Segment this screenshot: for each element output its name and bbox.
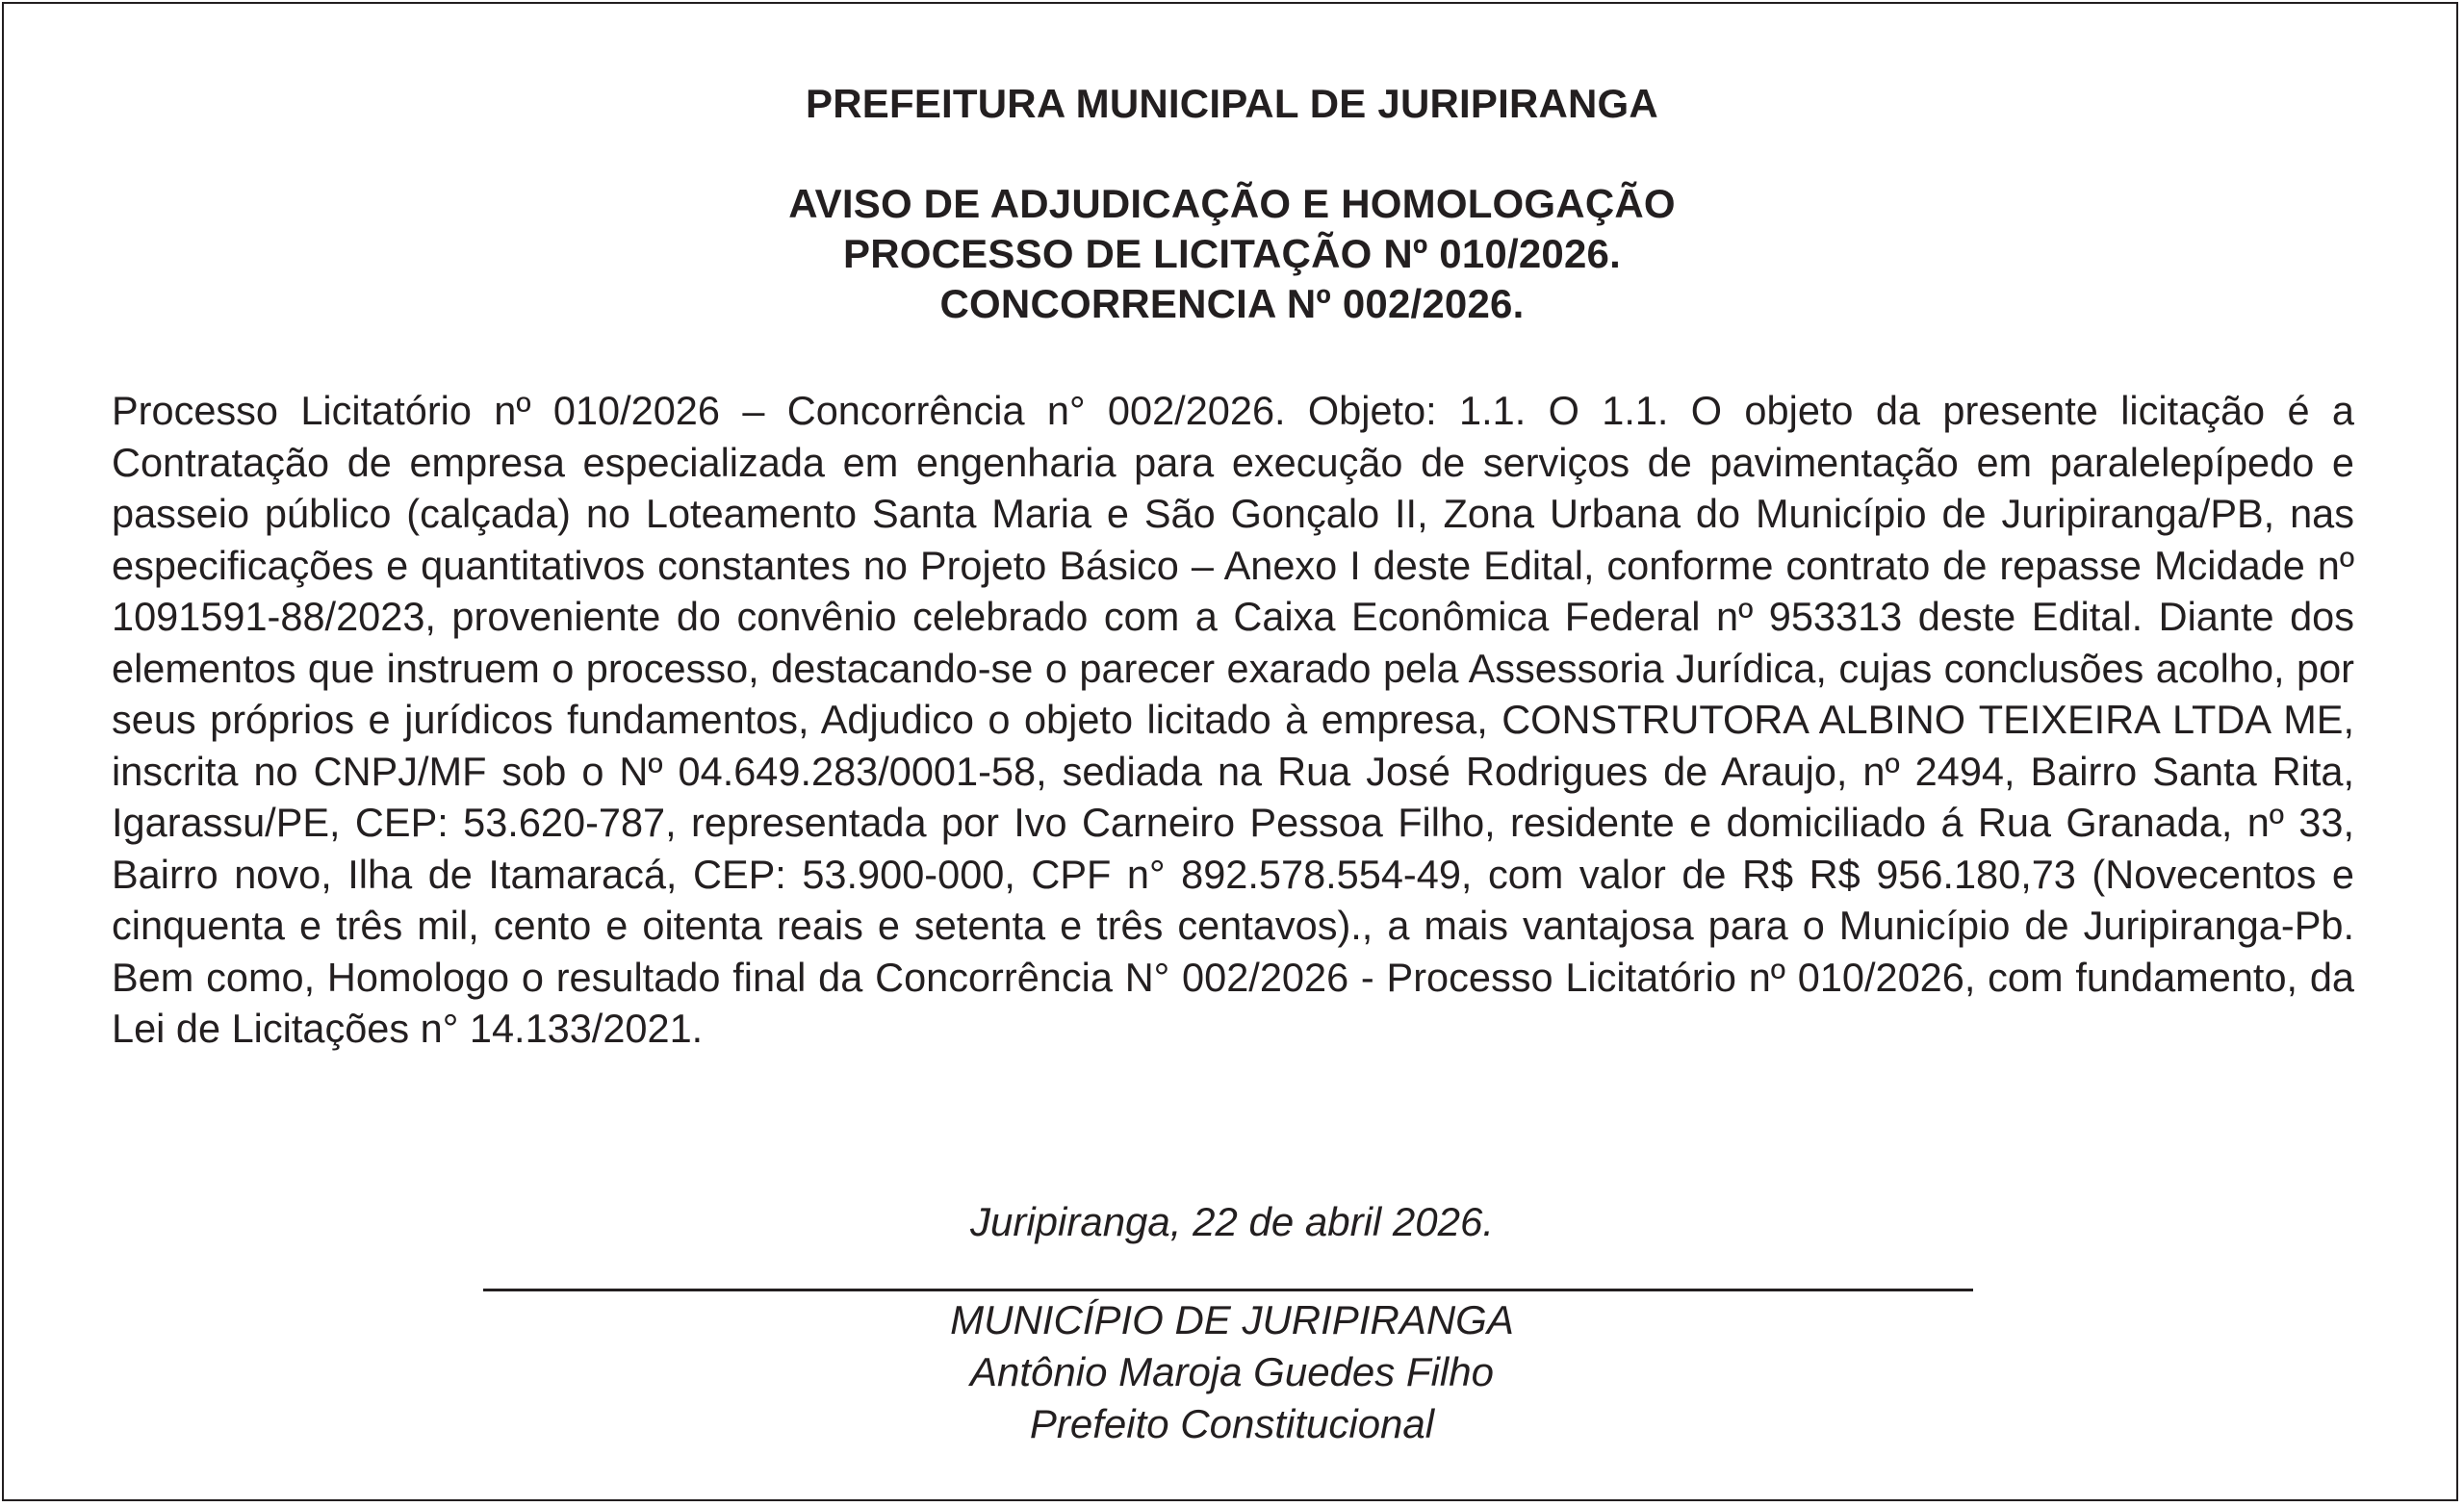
signatory-name: Antônio Maroja Guedes Filho (970, 1349, 1494, 1394)
date-location: Juripiranga, 22 de abril 2026. (969, 1199, 1495, 1244)
notice-title: AVISO DE ADJUDICAÇÃO E HOMOLOGAÇÃO (788, 181, 1676, 226)
notice-body-paragraph: Processo Licitatório nº 010/2026 – Concorrência n° 002/2026. Objeto: 1.1. O 1.1. O objeto da presente licitação é a Contratação de empresa especializada em engenharia para execução de serviços de pavimentação em paralelepípedo e passeio público (calçada) no Loteamento Santa Maria e São Gonçalo II, Zona Urbana do Município de Juripiranga/PB, nas especificações e quantitativos constantes no Projeto Básico – Anexo I deste Edital, conforme contrato de repasse Mcidade nº 1091591-88/2023, proveniente do convênio celebrado com a Caixa Econômica Federal nº 953313 deste Edital. Diante dos elementos que instruem o processo, destacando-se o parecer exarado pela Assessoria Jurídica, cujas conclusões acolho, por seus próprios e jurídicos fundamentos, Adjudico o objeto licitado à empresa, CONSTRUTORA ALBINO TEIXEIRA LTDA ME, inscrita no CNPJ/MF sob o Nº 04.649.283/0001-58, sediada na Rua José Rodrigues de Araujo, nº 2494, Bairro Santa Rita, Igarassu/PE, CEP: 53.620-787, representada por Ivo Carneiro Pessoa Filho, residente e domiciliado á Rua Granada, nº 33, Bairro novo, Ilha de Itamaracá, CEP: 53.900-000, CPF n° 892.578.554-49, com valor de R$ R$ 956.180,73 (Novecentos e cinquenta e três mil, cento e oitenta reais e setenta e três centavos)., a mais vantajosa para o Município de Juripiranga-Pb. Bem como, Homologo o resultado final da Concorrência N° 002/2026 - Processo Licitatório nº 010/2026, com fundamento, da Lei de Licitações n° 14.133/2021. (112, 388, 2354, 1051)
signatory-entity: MUNICÍPIO DE JURIPIRANGA (950, 1297, 1514, 1342)
process-number: PROCESSO DE LICITAÇÃO Nº 010/2026. (843, 231, 1621, 276)
organization-title: PREFEITURA MUNICIPAL DE JURIPIRANGA (806, 81, 1658, 126)
signature-line (483, 1289, 1973, 1291)
concorrencia-number: CONCORRENCIA Nº 002/2026. (939, 281, 1525, 326)
signatory-role: Prefeito Constitucional (1029, 1401, 1435, 1446)
